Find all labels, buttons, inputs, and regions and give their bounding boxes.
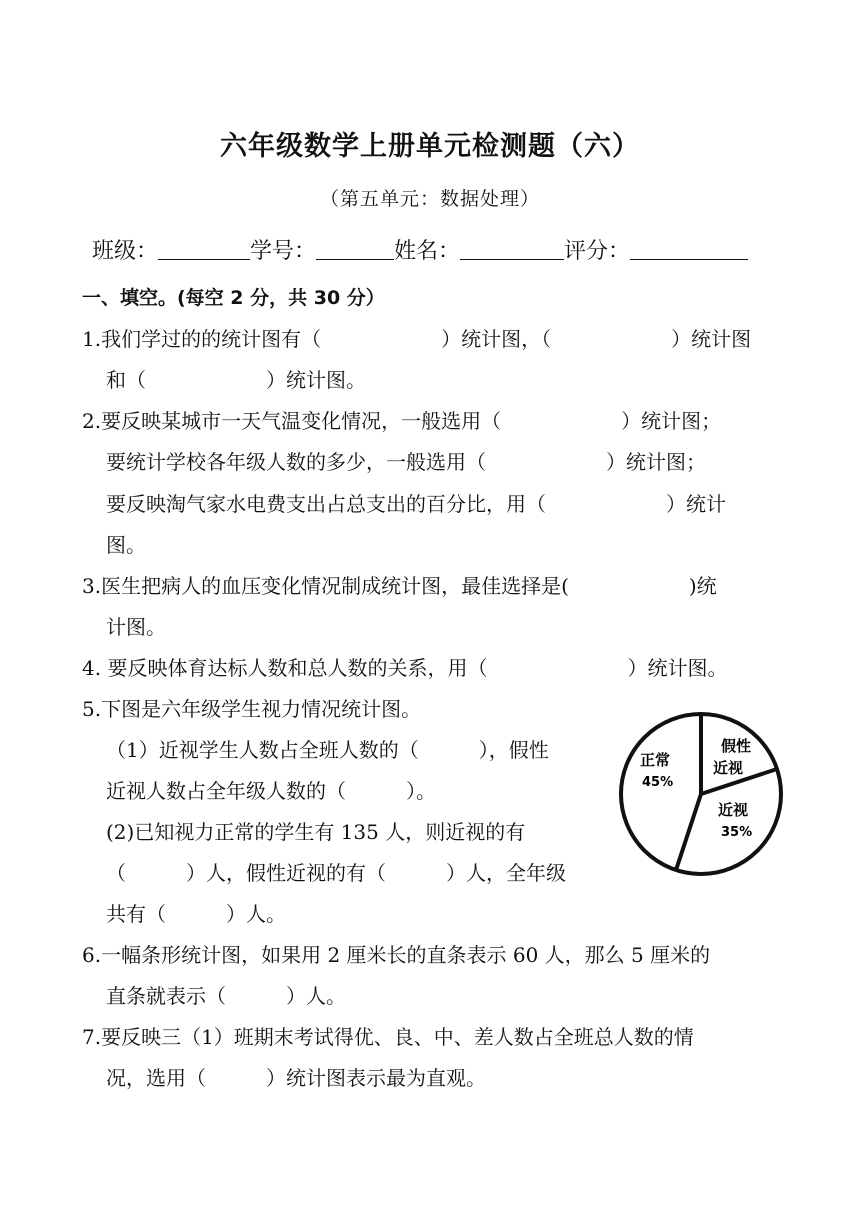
question-5-line-4: (2)已知视力正常的学生有 135 人，则近视的有 bbox=[106, 820, 526, 844]
question-2-line-4: 图。 bbox=[106, 533, 146, 557]
question-5-line-1: 5.下图是六年级学生视力情况统计图。 bbox=[82, 697, 422, 721]
question-2-line-3: 要反映淘气家水电费支出占总支出的百分比，用（ ）统计 bbox=[106, 492, 726, 516]
pie-value-normal: 45% bbox=[642, 775, 674, 790]
score-blank bbox=[630, 235, 748, 260]
question-5-line-6: 共有（ ）人。 bbox=[106, 902, 286, 926]
vision-pie-chart bbox=[618, 711, 784, 877]
question-7-line-2: 况，选用（ ）统计图表示最为直观。 bbox=[106, 1066, 486, 1090]
student-id-label: 学号： bbox=[250, 239, 317, 264]
name-blank bbox=[460, 235, 564, 260]
score-label: 评分： bbox=[564, 239, 631, 264]
question-6-line-2: 直条就表示（ ）人。 bbox=[106, 984, 346, 1008]
question-3-line-2: 计图。 bbox=[106, 615, 166, 639]
question-7-line-1: 7.要反映三（1）班期末考试得优、良、中、差人数占全班总人数的情 bbox=[82, 1025, 694, 1049]
pie-value-myopia: 35% bbox=[721, 825, 753, 840]
class-label: 班级： bbox=[92, 239, 159, 264]
pie-label-myopia: 近视 bbox=[718, 801, 749, 819]
page-subtitle: （第五单元：数据处理） bbox=[319, 188, 540, 210]
student-id-blank bbox=[316, 235, 394, 260]
page-title: 六年级数学上册单元检测题（六） bbox=[220, 131, 640, 162]
question-1-line-2: 和（ ）统计图。 bbox=[106, 368, 366, 392]
question-6-line-1: 6.一幅条形统计图，如果用 2 厘米长的直条表示 60 人，那么 5 厘米的 bbox=[82, 943, 711, 967]
question-2-line-2: 要统计学校各年级人数的多少，一般选用（ ）统计图； bbox=[106, 450, 706, 474]
section-heading: 一、填空。(每空 2 分，共 30 分） bbox=[82, 287, 385, 309]
name-label: 姓名： bbox=[394, 239, 461, 264]
pie-label-pseudo-2: 近视 bbox=[712, 759, 744, 777]
question-1-line-1: 1.我们学过的的统计图有（ ）统计图，（ ）统计图 bbox=[82, 327, 752, 351]
student-info-row bbox=[92, 234, 748, 265]
class-blank bbox=[158, 235, 250, 260]
question-5-line-5: （ ）人，假性近视的有（ ）人，全年级 bbox=[106, 861, 566, 885]
question-5-line-2: （1）近视学生人数占全班人数的（ ），假性 bbox=[106, 738, 549, 762]
pie-label-normal: 正常 bbox=[640, 751, 671, 769]
question-4-line-1: 4. 要反映体育达标人数和总人数的关系，用（ ）统计图。 bbox=[82, 656, 728, 680]
question-3-line-1: 3.医生把病人的血压变化情况制成统计图，最佳选择是( )统 bbox=[82, 574, 717, 598]
question-5-line-3: 近视人数占全年级人数的（ ）。 bbox=[106, 779, 436, 803]
question-2-line-1: 2.要反映某城市一天气温变化情况，一般选用（ ）统计图； bbox=[82, 409, 722, 433]
pie-label-pseudo-1: 假性 bbox=[720, 737, 752, 755]
